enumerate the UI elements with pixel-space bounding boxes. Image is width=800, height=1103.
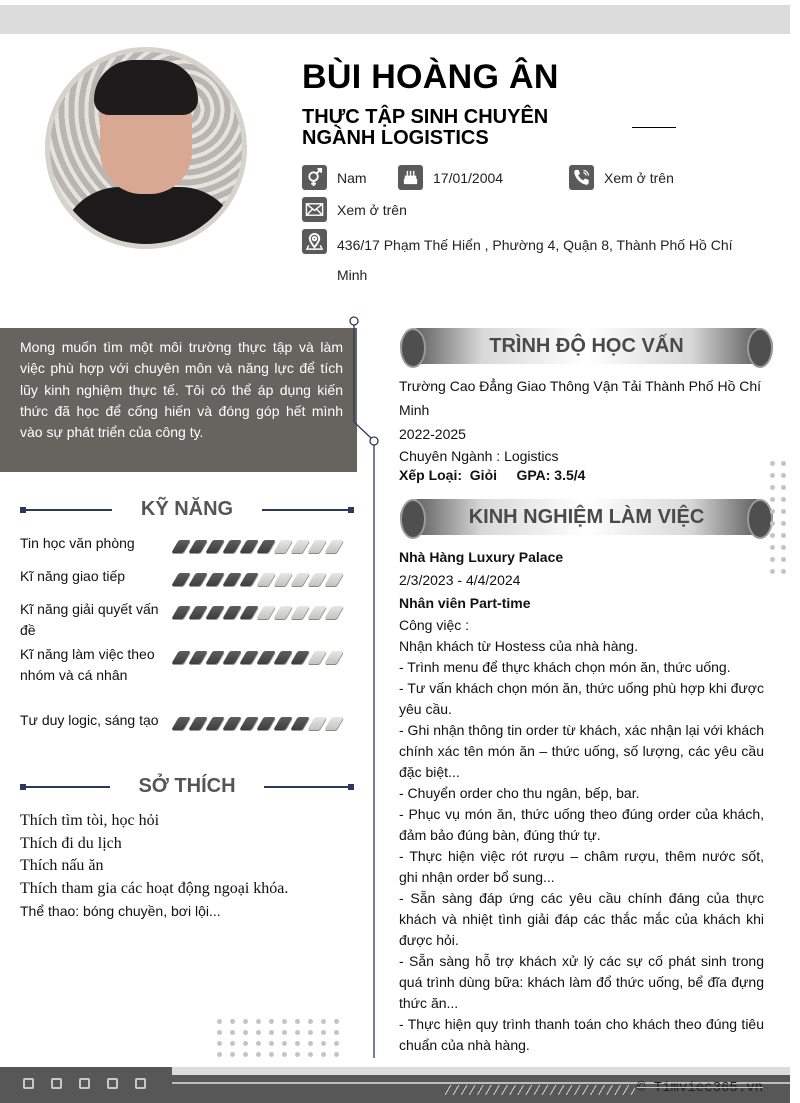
footer [0,1067,800,1103]
hobbies-list [20,810,288,923]
dot [295,1030,300,1035]
dot [321,1019,326,1024]
avatar [45,47,247,249]
gender-icon [302,165,327,190]
task-item: - Sẵn sàng đáp ứng các yêu cầu chính đáng của thực khách và nhiệt tình giải đáp các thắc mắc của khách khi được hỏi. [399,890,764,948]
dot [269,1041,274,1046]
rating-segment [324,606,344,619]
task-item: - Phục vụ món ăn, thức uống theo đúng order của khách, đảm bảo đúng bàn, đúng thứ tự. [399,806,764,843]
dot [217,1019,222,1024]
career-objective: Mong muốn tìm một môi trường thực tập và làm việc phù hợp với chuyên môn và năng lực để tích lũy kinh nghiệm thực tế. Tôi có thể áp dụng kiến thức đã học để cống hiến và đóng góp hết mình vào sự phát triển của công ty. [0,328,357,472]
task-item: - Chuyển order cho thu ngân, bếp, bar. [399,785,640,801]
footer-brand: © Timviec365.vn [637,1080,764,1096]
skills-header [20,498,354,521]
dot [334,1052,339,1057]
cake-icon [398,165,423,190]
dot [781,521,786,526]
dot [321,1052,326,1057]
address-value: 436/17 Phạm Thế Hiển , Phường 4, Quận 8, Thành Phố Hồ Chí Minh [337,237,733,283]
dot [770,545,775,550]
dot [217,1030,222,1035]
experience-details [399,546,764,1056]
skill-label: Tư duy logic, sáng tạo [20,712,159,728]
task-item: - Thực hiện quy trình thanh toán cho khách theo đúng tiêu chuẩn của nhà hàng. [399,1016,764,1053]
dot [308,1052,313,1057]
dot [243,1030,248,1035]
birthday-value: 17/01/2004 [433,169,504,186]
dot [770,473,775,478]
email-row [302,197,407,222]
email-value: Xem ở trên [337,201,407,218]
dot [770,497,775,502]
dot [230,1041,235,1046]
dot [770,533,775,538]
skill-rating [175,573,340,586]
dot [770,557,775,562]
dot [781,473,786,478]
hobby-item: Thích đi du lịch [20,834,122,852]
experience-period: 2/3/2023 - 4/4/2024 [399,572,521,588]
skill-label: Tin học văn phòng [20,535,135,551]
skills-title: KỸ NĂNG [140,498,234,520]
dot [770,521,775,526]
candidate-name: BÙI HOÀNG ÂN [302,58,559,96]
dot [243,1019,248,1024]
experience-banner [400,499,773,535]
phone-row [569,165,674,190]
dot [269,1019,274,1024]
dot [269,1052,274,1057]
decorative-dots [770,461,786,574]
skill-rating [175,606,340,619]
education-details [399,374,769,484]
dot [282,1019,287,1024]
tasks-intro: Nhận khách từ Hostess của nhà hàng. [399,638,638,654]
tasks-label: Công việc : [399,617,470,633]
task-item: - Trình menu để thực khách chọn món ăn, thức uống. [399,659,731,675]
address-row [302,229,337,254]
dot [256,1041,261,1046]
rating-segment [324,651,344,664]
footer-squares [23,1078,146,1089]
skill-label: Kĩ năng giao tiếp [20,568,126,584]
dot [282,1052,287,1057]
envelope-icon [302,197,327,222]
rating-segment [324,573,344,586]
dot [334,1030,339,1035]
dot [770,485,775,490]
phone-icon [569,165,594,190]
dot [321,1030,326,1035]
dot [781,533,786,538]
dot [308,1030,313,1035]
skill-rating [175,651,340,664]
dot [243,1052,248,1057]
education-banner [400,328,773,364]
task-item: - Ghi nhận thông tin order từ khách, xác nhận lại với khách chính xác tên món ăn – thức uống, số lượng, các yêu cầu đặc biệt... [399,722,764,780]
task-item: - Sẵn sàng hỗ trợ khách xử lý các sự cố phát sinh trong quá trình dùng bữa: khách làm đổ thức uống, bể đĩa đựng thức ăn... [399,953,764,1011]
dot [256,1030,261,1035]
education-major: Chuyên Ngành : Logistics [399,448,559,464]
education-period: 2022-2025 [399,426,466,442]
gender-value: Nam [337,169,367,186]
task-item: - Tư vấn khách chọn món ăn, thức uống phù hợp khi được yêu cầu. [399,680,764,717]
dot [282,1030,287,1035]
education-grade: Xếp Loại: Giỏi GPA: 3.5/4 [399,467,586,483]
position: Nhân viên Part-time [399,595,531,611]
dot [243,1041,248,1046]
skill-label: Kĩ năng làm việc theo nhóm và cá nhân [20,646,155,683]
dot [781,509,786,514]
hobbies-title: SỞ THÍCH [138,775,236,797]
dot [770,461,775,466]
hobby-item: Thể thao: bóng chuyền, bơi lội... [20,903,221,919]
hobby-item: Thích nấu ăn [20,857,104,874]
dot [256,1019,261,1024]
dot [282,1041,287,1046]
skill-rating [175,717,340,730]
gender-row [302,165,367,190]
experience-title: KINH NGHIỆM LÀM VIỆC [468,505,705,528]
dot [269,1030,274,1035]
dot [781,569,786,574]
dot [295,1052,300,1057]
rating-segment [324,540,344,553]
dot [770,509,775,514]
title-divider [632,127,676,128]
dot [230,1052,235,1057]
skill-label: Kĩ năng giải quyết vấn đề [20,601,159,638]
dot [217,1041,222,1046]
decorative-dots [217,1019,339,1057]
dot [308,1041,313,1046]
dot [256,1052,261,1057]
dot [295,1019,300,1024]
dot [217,1052,222,1057]
dot [321,1041,326,1046]
profile-photo [50,52,242,244]
company-name: Nhà Hàng Luxury Palace [399,549,564,565]
education-title: TRÌNH ĐỘ HỌC VẤN [489,334,684,357]
hatch-pattern [445,1085,635,1095]
hobby-item: Thích tham gia các hoạt động ngoại khóa. [20,879,289,897]
task-item: - Thực hiện việc rót rượu – châm rượu, thêm nước sốt, ghi nhận order bổ sung... [399,848,764,885]
top-bar [0,5,790,34]
skill-rating [175,540,340,553]
dot [308,1019,313,1024]
rating-segment [324,717,344,730]
dot [334,1019,339,1024]
dot [230,1030,235,1035]
hobby-item: Thích tìm tòi, học hỏi [20,812,160,829]
birthday-row [398,165,503,190]
phone-value: Xem ở trên [604,169,674,186]
dot [230,1019,235,1024]
job-title: THỰC TẬP SINH CHUYÊN NGÀNH LOGISTICS [302,106,549,149]
dot [781,557,786,562]
dot [781,461,786,466]
dot [770,569,775,574]
hobbies-header [20,775,354,798]
dot [781,485,786,490]
dot [334,1041,339,1046]
dot [781,545,786,550]
school-name: Trường Cao Đẳng Giao Thông Vận Tải Thành Phố Hồ Chí Minh [399,378,762,418]
dot [295,1041,300,1046]
dot [781,497,786,502]
map-pin-icon [302,229,327,254]
